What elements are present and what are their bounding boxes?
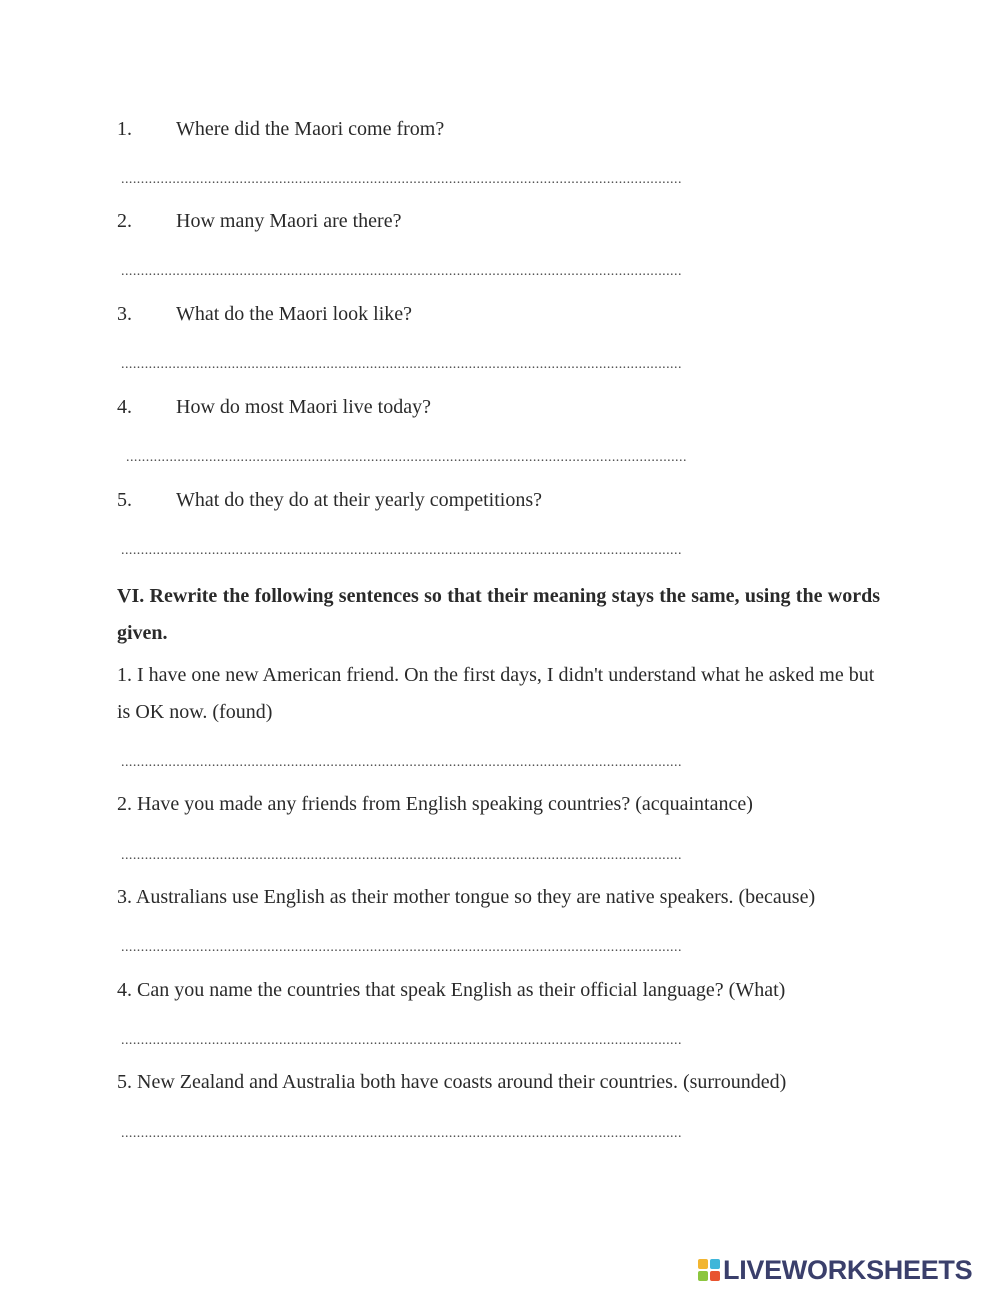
rewrite-sentence: 1. I have one new American friend. On the first days, I didn't understand what he asked me but is OK now. (found)	[117, 664, 875, 723]
logo-tile	[710, 1271, 720, 1281]
question-number: 5.	[117, 489, 132, 511]
logo-text: LIVEWORKSHEETS	[723, 1254, 973, 1285]
question-text: Where did the Maori come from?	[176, 118, 445, 140]
answer-line[interactable]: ..............................................................................................................................................	[121, 357, 682, 372]
answer-line[interactable]: ..............................................................................................................................................	[121, 940, 682, 955]
rewrite-sentence: 4. Can you name the countries that speak English as their official language? (What)	[117, 979, 786, 1001]
question-number: 1.	[117, 118, 132, 140]
question-text: What do they do at their yearly competitions?	[176, 489, 542, 511]
answer-line[interactable]: ..............................................................................................................................................	[121, 1033, 682, 1048]
question-text: How many Maori are there?	[176, 210, 402, 232]
answer-line[interactable]: ..............................................................................................................................................	[121, 543, 682, 558]
question-number: 3.	[117, 303, 132, 325]
rewrite-sentence: 3. Australians use English as their mother tongue so they are native speakers. (because)	[117, 886, 816, 908]
logo-tile	[698, 1271, 708, 1281]
logo-tile	[698, 1259, 708, 1269]
answer-line[interactable]: ..............................................................................................................................................	[126, 450, 687, 465]
rewrite-sentence: 5. New Zealand and Australia both have coasts around their countries. (surrounded)	[117, 1071, 787, 1093]
liveworksheets-logo	[698, 1255, 994, 1285]
answer-line[interactable]: ..............................................................................................................................................	[121, 1126, 682, 1141]
question-text: How do most Maori live today?	[176, 396, 431, 418]
question-number: 2.	[117, 210, 132, 232]
rewrite-sentence: 2. Have you made any friends from English speaking countries? (acquaintance)	[117, 793, 753, 815]
answer-line[interactable]: ..............................................................................................................................................	[121, 172, 682, 187]
section-heading: VI. Rewrite the following sentences so that their meaning stays the same, using the words given.	[117, 585, 880, 644]
logo-tile	[710, 1259, 720, 1269]
answer-line[interactable]: ..............................................................................................................................................	[121, 264, 682, 279]
answer-line[interactable]: ..............................................................................................................................................	[121, 755, 682, 770]
question-number: 4.	[117, 396, 132, 418]
logo-tiles-icon	[698, 1259, 720, 1281]
answer-line[interactable]: ..............................................................................................................................................	[121, 848, 682, 863]
question-text: What do the Maori look like?	[176, 303, 413, 325]
